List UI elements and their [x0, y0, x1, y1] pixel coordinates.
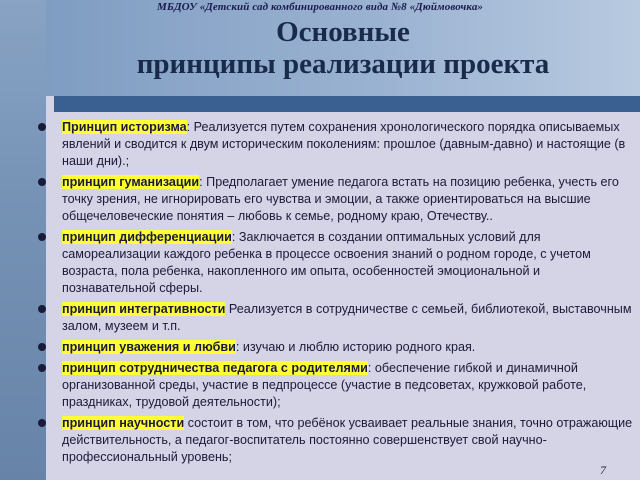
- page-number: 7: [600, 463, 606, 477]
- slide-header: МБДОУ «Детский сад комбинированного вида №8 «Дюймовочка»: [156, 1, 484, 13]
- principle-term: принцип научности: [62, 416, 185, 430]
- list-item: [38, 339, 634, 356]
- principle-description: Реализуется в сотрудничестве с семьей, библиотекой, выставочным залом, музеем и т.п.: [62, 302, 632, 333]
- principle-description: состоит в том, что ребёнок усваивает реальные знания, точно отражающие действительность, а педагог-воспитатель постоянно совершенствует свой научно-профессиональный уровень;: [62, 416, 633, 464]
- bullet-icon: [38, 343, 46, 351]
- list-item: [38, 415, 634, 466]
- list-item: [38, 119, 634, 170]
- slide-title-line-1: Основные: [276, 16, 410, 48]
- principle-description: : изучаю и люблю историю родного края.: [235, 340, 476, 354]
- principle-description: : Реализуется путем сохранения хронологического порядка описываемых явлений и сводится к двум историческим поколениям: прошлое (давным-давно) и настоящие (в наши дни).;: [62, 120, 626, 168]
- slide-title: [46, 16, 640, 80]
- principle-term: принцип дифференциации: [62, 230, 232, 244]
- list-item: [38, 301, 634, 335]
- list-item: [38, 360, 634, 411]
- list-item: [38, 174, 634, 225]
- bullet-icon: [38, 305, 46, 313]
- bullet-icon: [38, 178, 46, 186]
- principles-list: [38, 119, 634, 470]
- list-item: [38, 229, 634, 297]
- principle-description: : Заключается в создании оптимальных условий для самореализации каждого ребенка в процессе освоения знаний о родном городе, с учетом возраста, пола ребенка, накопленного им опыта, особенностей эмоциональной и познавательной сферы.: [62, 230, 591, 295]
- principle-description: : обеспечение гибкой и динамичной организованной среды, участие в педпроцессе (участие в педсоветах, кружковой работе, праздниках, трудовой деятельности);: [62, 361, 587, 409]
- principle-term: принцип интегративности: [62, 302, 226, 316]
- principle-description: : Предполагает умение педагога встать на позицию ребенка, учесть его точку зрения, не игнорировать его чувства и эмоции, а также ориентироваться на высшие общечеловеческие понятия – любовь к семье, родному краю, Отечеству..: [62, 175, 619, 223]
- bullet-icon: [38, 123, 46, 131]
- principle-term: принцип сотрудничества педагога с родителями: [62, 361, 368, 375]
- divider-bar: [54, 96, 640, 112]
- bullet-icon: [38, 233, 46, 241]
- slide-title-line-2: принципы реализации проекта: [136, 48, 550, 80]
- bullet-icon: [38, 419, 46, 427]
- bullet-icon: [38, 364, 46, 372]
- principle-term: Принцип историзма: [62, 120, 187, 134]
- principle-term: принцип уважения и любви: [62, 340, 236, 354]
- principle-term: принцип гуманизации: [62, 175, 200, 189]
